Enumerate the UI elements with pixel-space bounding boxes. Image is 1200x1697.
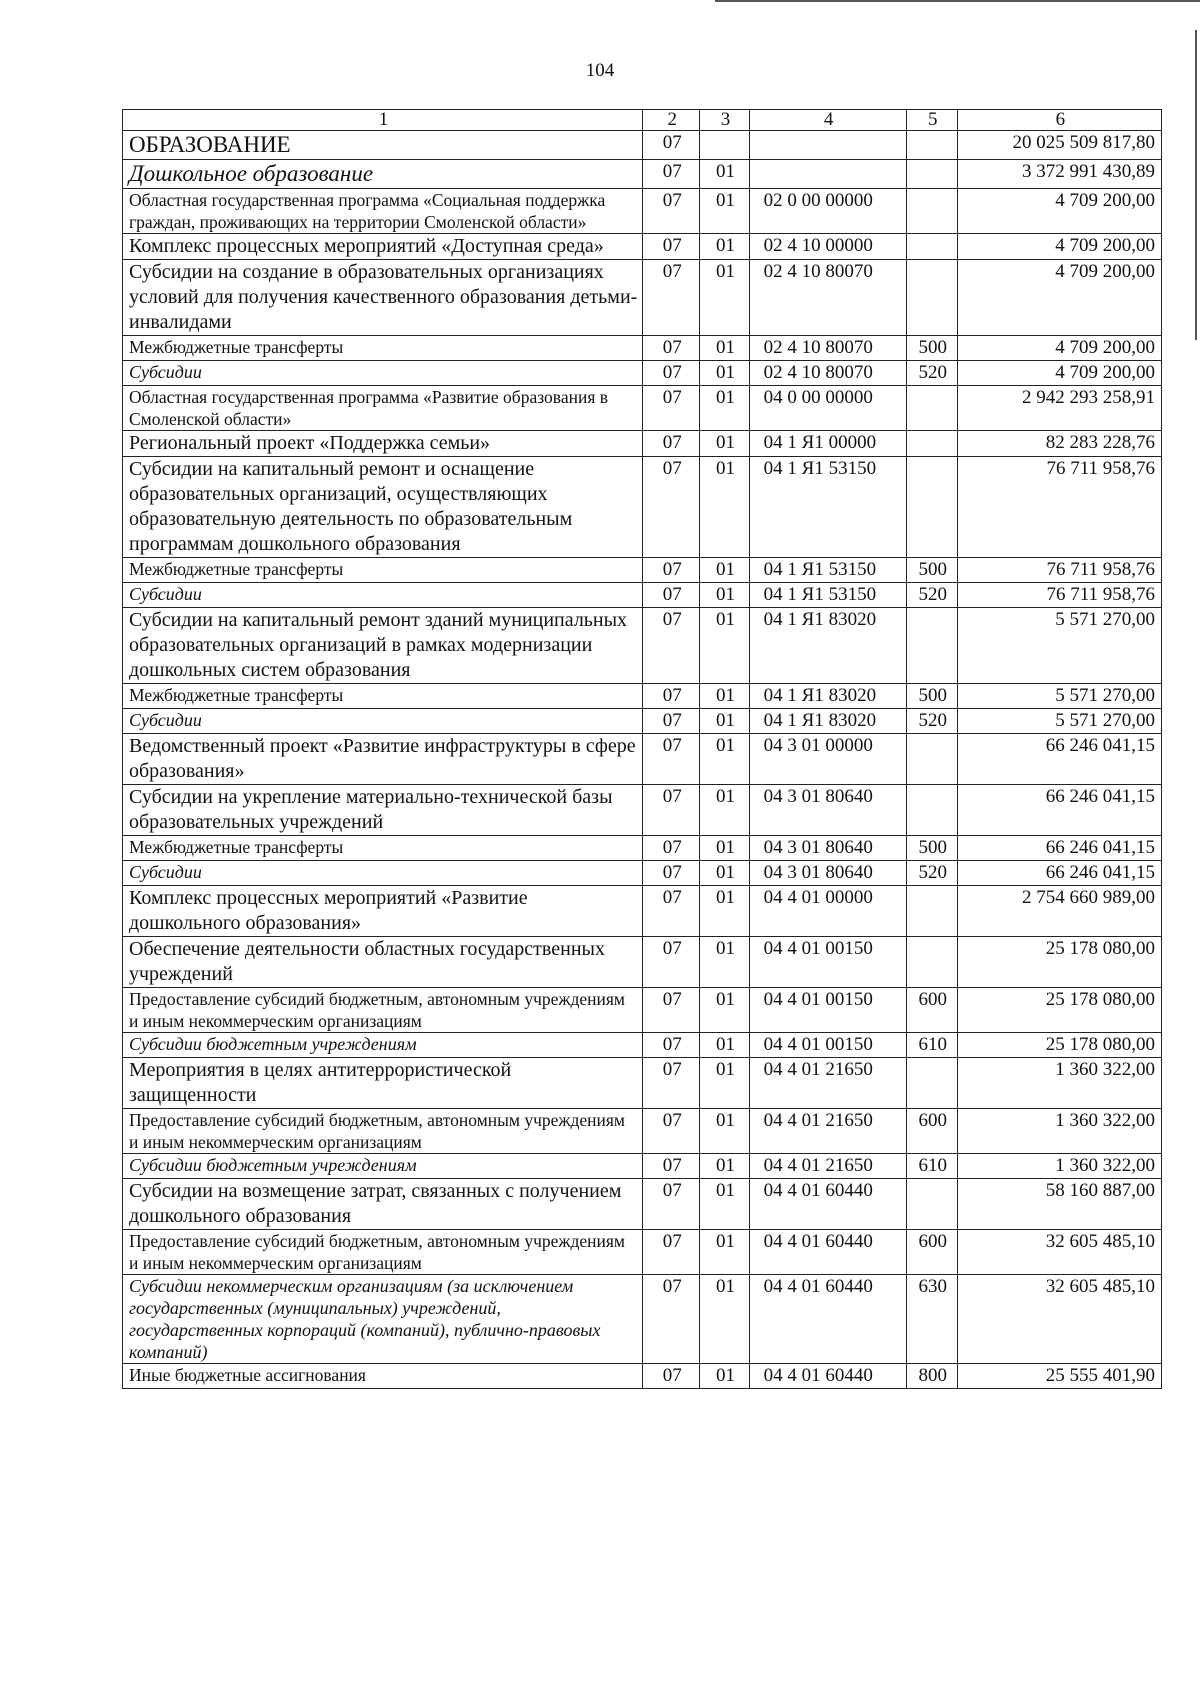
table-row [123,988,1162,1033]
row-target-article: 04 1 Я1 53150 [749,558,906,583]
table-row [123,457,1162,558]
table-row [123,1230,1162,1275]
row-target-article: 04 1 Я1 83020 [749,608,906,684]
row-subsection: 01 [700,1033,749,1058]
row-target-article: 04 4 01 00150 [749,1033,906,1058]
row-section: 07 [643,937,700,988]
row-name: Межбюджетные трансферты [123,336,643,361]
row-target-article: 04 4 01 00150 [749,937,906,988]
table-row [123,1109,1162,1154]
row-amount: 76 711 958,76 [957,583,1161,608]
row-expense-type: 500 [906,336,957,361]
row-section: 07 [643,234,700,260]
row-amount: 1 360 322,00 [957,1109,1161,1154]
row-amount: 32 605 485,10 [957,1275,1161,1364]
row-name: Ведомственный проект «Развитие инфраструктуры в сфере образования» [123,734,643,785]
row-section: 07 [643,131,700,160]
header-row [123,110,1162,131]
column-header-subsection: 3 [700,110,749,131]
row-name: ОБРАЗОВАНИЕ [123,131,643,160]
row-name: Субсидии некоммерческим организациям (за исключением государственных (муниципальных) учреждений, государственных корпораций (компаний), публично-правовых компаний) [123,1275,643,1364]
row-amount: 2 754 660 989,00 [957,886,1161,937]
row-expense-type: 600 [906,988,957,1033]
row-name: Субсидии [123,709,643,734]
row-subsection: 01 [700,558,749,583]
table-row [123,131,1162,160]
row-section: 07 [643,1154,700,1179]
row-expense-type: 600 [906,1230,957,1275]
row-name: Субсидии на создание в образовательных организациях условий для получения качественного образования детьми-инвалидами [123,260,643,336]
row-subsection: 01 [700,1109,749,1154]
row-name: Мероприятия в целях антитеррористической защищенности [123,1058,643,1109]
row-expense-type [906,457,957,558]
row-expense-type: 500 [906,836,957,861]
row-name: Региональный проект «Поддержка семьи» [123,431,643,457]
row-subsection: 01 [700,709,749,734]
table-row [123,709,1162,734]
row-expense-type: 520 [906,361,957,386]
table-row [123,386,1162,431]
row-name: Комплекс процессных мероприятий «Доступная среда» [123,234,643,260]
row-amount: 1 360 322,00 [957,1058,1161,1109]
column-header-target-article: 4 [749,110,906,131]
table-row [123,785,1162,836]
row-name: Субсидии [123,861,643,886]
row-subsection: 01 [700,886,749,937]
row-target-article: 04 4 01 60440 [749,1230,906,1275]
row-name: Обеспечение деятельности областных государственных учреждений [123,937,643,988]
row-section: 07 [643,361,700,386]
row-name: Межбюджетные трансферты [123,836,643,861]
row-target-article: 04 4 01 00000 [749,886,906,937]
row-subsection: 01 [700,189,749,234]
row-target-article: 04 3 01 00000 [749,734,906,785]
row-section: 07 [643,1364,700,1389]
row-expense-type [906,386,957,431]
row-subsection: 01 [700,234,749,260]
row-target-article: 04 1 Я1 00000 [749,431,906,457]
row-subsection: 01 [700,457,749,558]
row-expense-type [906,886,957,937]
row-expense-type: 520 [906,709,957,734]
row-target-article: 02 4 10 80070 [749,361,906,386]
row-section: 07 [643,861,700,886]
row-subsection: 01 [700,937,749,988]
row-section: 07 [643,608,700,684]
row-section: 07 [643,1033,700,1058]
row-amount: 3 372 991 430,89 [957,160,1161,189]
row-name: Субсидии на капитальный ремонт зданий муниципальных образовательных организаций в рамках модернизации дошкольных систем образования [123,608,643,684]
row-amount: 32 605 485,10 [957,1230,1161,1275]
row-subsection: 01 [700,386,749,431]
row-expense-type [906,937,957,988]
row-target-article: 04 4 01 60440 [749,1364,906,1389]
row-expense-type: 610 [906,1033,957,1058]
row-expense-type [906,785,957,836]
row-subsection [700,131,749,160]
row-expense-type [906,431,957,457]
row-target-article: 02 4 10 80070 [749,260,906,336]
table-body [123,131,1162,1389]
column-header-name: 1 [123,110,643,131]
table-row [123,684,1162,709]
row-subsection: 01 [700,785,749,836]
row-name: Субсидии бюджетным учреждениям [123,1033,643,1058]
row-target-article [749,131,906,160]
row-expense-type: 520 [906,861,957,886]
column-header-expense-type: 5 [906,110,957,131]
row-name: Дошкольное образование [123,160,643,189]
table-row [123,836,1162,861]
row-section: 07 [643,836,700,861]
row-subsection: 01 [700,734,749,785]
row-subsection: 01 [700,260,749,336]
table-row [123,734,1162,785]
row-amount: 2 942 293 258,91 [957,386,1161,431]
row-section: 07 [643,583,700,608]
row-amount: 4 709 200,00 [957,234,1161,260]
row-expense-type [906,734,957,785]
row-target-article: 04 4 01 60440 [749,1179,906,1230]
row-subsection: 01 [700,861,749,886]
row-name: Субсидии на возмещение затрат, связанных с получением дошкольного образования [123,1179,643,1230]
row-subsection: 01 [700,836,749,861]
row-amount: 66 246 041,15 [957,861,1161,886]
table-row [123,1058,1162,1109]
row-target-article: 04 1 Я1 83020 [749,684,906,709]
row-amount: 66 246 041,15 [957,836,1161,861]
row-amount: 25 178 080,00 [957,1033,1161,1058]
scan-mark [715,0,1200,2]
row-amount: 5 571 270,00 [957,709,1161,734]
row-name: Межбюджетные трансферты [123,558,643,583]
row-name: Предоставление субсидий бюджетным, автономным учреждениям и иным некоммерческим организациям [123,988,643,1033]
row-subsection: 01 [700,431,749,457]
row-section: 07 [643,431,700,457]
row-name: Межбюджетные трансферты [123,684,643,709]
row-target-article: 04 4 01 21650 [749,1058,906,1109]
row-subsection: 01 [700,336,749,361]
table-row [123,886,1162,937]
row-target-article [749,160,906,189]
row-target-article: 04 4 01 21650 [749,1154,906,1179]
row-subsection: 01 [700,1275,749,1364]
row-name: Областная государственная программа «Социальная поддержка граждан, проживающих на территории Смоленской области» [123,189,643,234]
table-row [123,937,1162,988]
row-name: Субсидии на укрепление материально-технической базы образовательных учреждений [123,785,643,836]
row-name: Иные бюджетные ассигнования [123,1364,643,1389]
page-number: 104 [585,60,615,81]
table-row [123,1275,1162,1364]
table-row [123,558,1162,583]
row-expense-type [906,260,957,336]
row-amount: 4 709 200,00 [957,361,1161,386]
row-expense-type [906,189,957,234]
row-subsection: 01 [700,608,749,684]
table-row [123,1364,1162,1389]
table-row [123,234,1162,260]
row-name: Комплекс процессных мероприятий «Развитие дошкольного образования» [123,886,643,937]
row-section: 07 [643,1109,700,1154]
table-row [123,1033,1162,1058]
table-row [123,608,1162,684]
row-name: Субсидии бюджетным учреждениям [123,1154,643,1179]
row-subsection: 01 [700,583,749,608]
row-target-article: 04 1 Я1 53150 [749,583,906,608]
row-target-article: 04 3 01 80640 [749,861,906,886]
row-section: 07 [643,734,700,785]
row-target-article: 04 3 01 80640 [749,785,906,836]
row-expense-type: 520 [906,583,957,608]
table-row [123,431,1162,457]
row-amount: 5 571 270,00 [957,608,1161,684]
row-amount: 66 246 041,15 [957,785,1161,836]
row-expense-type [906,131,957,160]
row-section: 07 [643,1275,700,1364]
row-target-article: 04 3 01 80640 [749,836,906,861]
row-target-article: 04 4 01 00150 [749,988,906,1033]
row-subsection: 01 [700,1230,749,1275]
row-expense-type [906,234,957,260]
table-row [123,583,1162,608]
scan-mark [1195,30,1197,340]
row-section: 07 [643,709,700,734]
row-amount: 1 360 322,00 [957,1154,1161,1179]
table-row [123,260,1162,336]
row-amount: 5 571 270,00 [957,684,1161,709]
row-subsection: 01 [700,684,749,709]
row-subsection: 01 [700,1364,749,1389]
row-subsection: 01 [700,988,749,1033]
row-name: Субсидии на капитальный ремонт и оснащение образовательных организаций, осуществляющих образовательную деятельность по образовательным программам дошкольного образования [123,457,643,558]
row-section: 07 [643,1058,700,1109]
row-subsection: 01 [700,1154,749,1179]
table-row [123,336,1162,361]
row-expense-type: 600 [906,1109,957,1154]
row-subsection: 01 [700,1058,749,1109]
row-name: Субсидии [123,361,643,386]
row-section: 07 [643,457,700,558]
row-expense-type [906,1179,957,1230]
row-amount: 58 160 887,00 [957,1179,1161,1230]
row-subsection: 01 [700,160,749,189]
row-amount: 25 178 080,00 [957,937,1161,988]
row-expense-type [906,160,957,189]
row-amount: 4 709 200,00 [957,189,1161,234]
table-row [123,1154,1162,1179]
row-amount: 20 025 509 817,80 [957,131,1161,160]
row-section: 07 [643,886,700,937]
budget-table [122,109,1162,1389]
row-expense-type: 800 [906,1364,957,1389]
row-amount: 25 178 080,00 [957,988,1161,1033]
row-subsection: 01 [700,1179,749,1230]
table-row [123,861,1162,886]
table-row [123,160,1162,189]
row-target-article: 04 0 00 00000 [749,386,906,431]
row-target-article: 02 0 00 00000 [749,189,906,234]
row-section: 07 [643,558,700,583]
row-amount: 82 283 228,76 [957,431,1161,457]
row-section: 07 [643,988,700,1033]
row-section: 07 [643,189,700,234]
row-section: 07 [643,1230,700,1275]
row-expense-type [906,1058,957,1109]
table-row [123,1179,1162,1230]
row-section: 07 [643,785,700,836]
row-amount: 4 709 200,00 [957,260,1161,336]
row-target-article: 02 4 10 80070 [749,336,906,361]
row-target-article: 04 1 Я1 83020 [749,709,906,734]
row-name: Предоставление субсидий бюджетным, автономным учреждениям и иным некоммерческим организациям [123,1109,643,1154]
row-target-article: 04 4 01 60440 [749,1275,906,1364]
row-expense-type: 630 [906,1275,957,1364]
row-name: Субсидии [123,583,643,608]
row-name: Предоставление субсидий бюджетным, автономным учреждениям и иным некоммерческим организациям [123,1230,643,1275]
row-expense-type: 610 [906,1154,957,1179]
column-header-amount: 6 [957,110,1161,131]
row-amount: 4 709 200,00 [957,336,1161,361]
row-section: 07 [643,160,700,189]
table-row [123,189,1162,234]
row-expense-type: 500 [906,684,957,709]
row-amount: 76 711 958,76 [957,457,1161,558]
row-amount: 66 246 041,15 [957,734,1161,785]
row-amount: 76 711 958,76 [957,558,1161,583]
row-section: 07 [643,260,700,336]
row-expense-type [906,608,957,684]
row-amount: 25 555 401,90 [957,1364,1161,1389]
row-name: Областная государственная программа «Развитие образования в Смоленской области» [123,386,643,431]
row-section: 07 [643,684,700,709]
row-subsection: 01 [700,361,749,386]
row-expense-type: 500 [906,558,957,583]
column-header-section: 2 [643,110,700,131]
row-target-article: 02 4 10 00000 [749,234,906,260]
row-section: 07 [643,1179,700,1230]
row-target-article: 04 4 01 21650 [749,1109,906,1154]
row-target-article: 04 1 Я1 53150 [749,457,906,558]
row-section: 07 [643,336,700,361]
table-row [123,361,1162,386]
row-section: 07 [643,386,700,431]
